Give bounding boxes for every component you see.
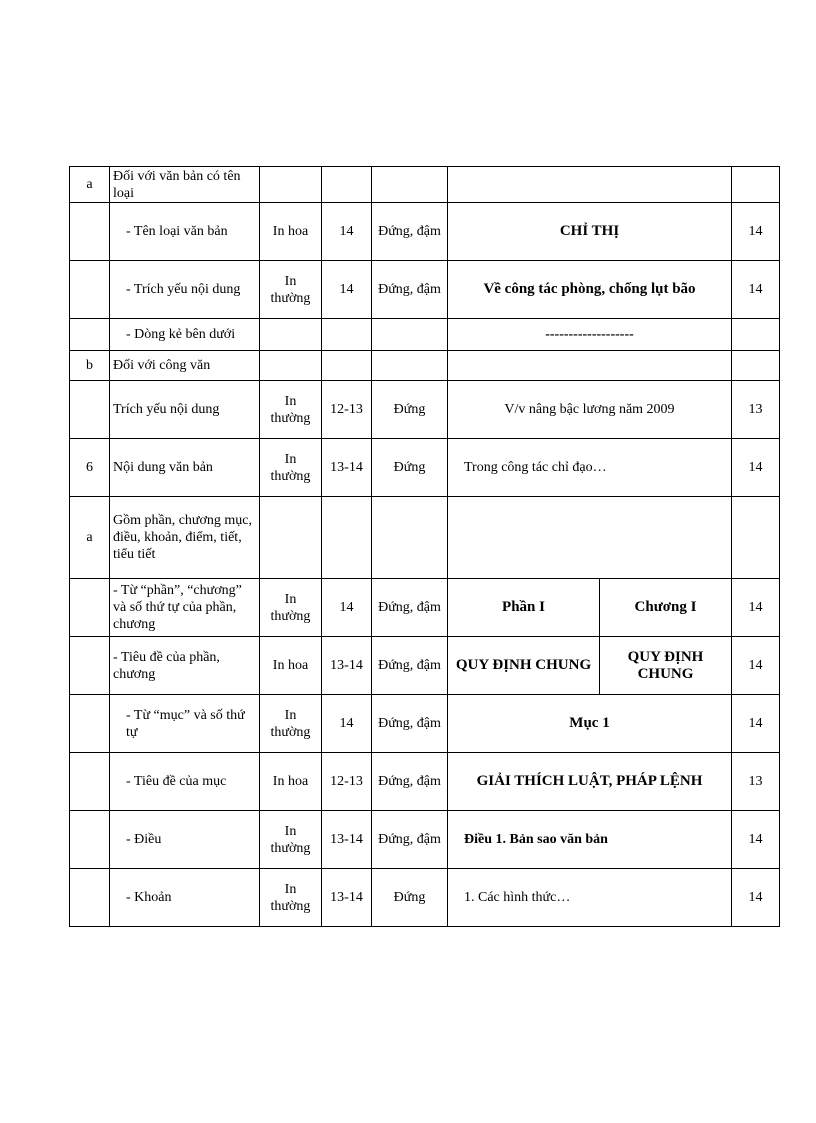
example-cell: Điều 1. Bản sao văn bản: [448, 811, 732, 869]
table-row: [70, 261, 780, 319]
table-row: [70, 695, 780, 753]
size-cell: [322, 497, 372, 579]
element-cell: - Dòng kẻ bên dưới: [110, 319, 260, 351]
size-cell: 14: [322, 261, 372, 319]
table-row: [70, 753, 780, 811]
example-cell: [448, 497, 732, 579]
element-cell: - Từ “mục” và số thứ tự: [110, 695, 260, 753]
element-cell: - Trích yếu nội dung: [110, 261, 260, 319]
size-cell: 14: [322, 579, 372, 637]
table-row: [70, 579, 780, 637]
style-cell: Đứng, đậm: [372, 637, 448, 695]
example-size-cell: 14: [732, 579, 780, 637]
stt-cell: [70, 695, 110, 753]
style-cell: Đứng, đậm: [372, 203, 448, 261]
case-cell: In thường: [260, 381, 322, 439]
style-cell: Đứng, đậm: [372, 695, 448, 753]
example-size-cell: [732, 497, 780, 579]
style-cell: [372, 319, 448, 351]
case-cell: In thường: [260, 695, 322, 753]
case-cell: In hoa: [260, 203, 322, 261]
stt-cell: [70, 203, 110, 261]
example-size-cell: 14: [732, 203, 780, 261]
example-size-cell: 13: [732, 753, 780, 811]
style-cell: Đứng, đậm: [372, 261, 448, 319]
style-cell: [372, 351, 448, 381]
case-cell: [260, 497, 322, 579]
example-cell-chapter: QUY ĐỊNH CHUNG: [600, 637, 732, 695]
style-cell: Đứng, đậm: [372, 753, 448, 811]
example-size-cell: [732, 319, 780, 351]
example-size-cell: 14: [732, 637, 780, 695]
case-cell: In thường: [260, 439, 322, 497]
element-cell: - Từ “phần”, “chương” và số thứ tự của phần, chương: [110, 579, 260, 637]
size-cell: 13-14: [322, 637, 372, 695]
table-row: [70, 167, 780, 203]
stt-cell: 6: [70, 439, 110, 497]
case-cell: In hoa: [260, 753, 322, 811]
element-cell: - Tiêu đề của mục: [110, 753, 260, 811]
size-cell: 12-13: [322, 753, 372, 811]
table-row: [70, 381, 780, 439]
example-size-cell: 14: [732, 261, 780, 319]
element-cell: - Tên loại văn bản: [110, 203, 260, 261]
size-cell: 14: [322, 203, 372, 261]
stt-cell: [70, 381, 110, 439]
style-cell: Đứng: [372, 869, 448, 927]
example-size-cell: 14: [732, 439, 780, 497]
example-size-cell: [732, 167, 780, 203]
case-cell: In thường: [260, 811, 322, 869]
case-cell: In thường: [260, 869, 322, 927]
example-cell-part: QUY ĐỊNH CHUNG: [448, 637, 600, 695]
stt-cell: [70, 261, 110, 319]
case-cell: In thường: [260, 261, 322, 319]
stt-cell: [70, 637, 110, 695]
format-table: [69, 166, 780, 927]
example-cell: 1. Các hình thức…: [448, 869, 732, 927]
case-cell: [260, 167, 322, 203]
stt-cell: [70, 753, 110, 811]
element-cell: Đối với công văn: [110, 351, 260, 381]
example-size-cell: [732, 351, 780, 381]
element-cell: Gồm phần, chương mục, điều, khoản, điểm, tiết, tiểu tiết: [110, 497, 260, 579]
stt-cell: [70, 579, 110, 637]
style-cell: Đứng: [372, 381, 448, 439]
table-row: [70, 351, 780, 381]
style-cell: Đứng, đậm: [372, 579, 448, 637]
stt-cell: a: [70, 497, 110, 579]
example-cell: GIẢI THÍCH LUẬT, PHÁP LỆNH: [448, 753, 732, 811]
example-cell: [448, 167, 732, 203]
stt-cell: a: [70, 167, 110, 203]
example-cell: CHỈ THỊ: [448, 203, 732, 261]
style-cell: [372, 167, 448, 203]
table-row: [70, 497, 780, 579]
style-cell: [372, 497, 448, 579]
example-size-cell: 14: [732, 695, 780, 753]
size-cell: 13-14: [322, 439, 372, 497]
size-cell: 14: [322, 695, 372, 753]
stt-cell: [70, 869, 110, 927]
case-cell: In thường: [260, 579, 322, 637]
size-cell: [322, 319, 372, 351]
element-cell: - Điều: [110, 811, 260, 869]
example-cell-part: Phần I: [448, 579, 600, 637]
case-cell: [260, 319, 322, 351]
example-cell: [448, 351, 732, 381]
table-row: [70, 811, 780, 869]
example-cell: Mục 1: [448, 695, 732, 753]
stt-cell: [70, 319, 110, 351]
example-cell: Trong công tác chỉ đạo…: [448, 439, 732, 497]
table-row: [70, 869, 780, 927]
table-row: [70, 319, 780, 351]
example-size-cell: 14: [732, 869, 780, 927]
example-cell: Về công tác phòng, chống lụt bão: [448, 261, 732, 319]
size-cell: [322, 167, 372, 203]
element-cell: - Tiêu đề của phần, chương: [110, 637, 260, 695]
example-cell: V/v nâng bậc lương năm 2009: [448, 381, 732, 439]
case-cell: [260, 351, 322, 381]
table-row: [70, 637, 780, 695]
size-cell: 13-14: [322, 811, 372, 869]
table-row: [70, 203, 780, 261]
example-cell-chapter: Chương I: [600, 579, 732, 637]
stt-cell: b: [70, 351, 110, 381]
table-row: [70, 439, 780, 497]
example-cell: -------------------: [448, 319, 732, 351]
example-size-cell: 13: [732, 381, 780, 439]
element-cell: - Khoản: [110, 869, 260, 927]
style-cell: Đứng, đậm: [372, 811, 448, 869]
style-cell: Đứng: [372, 439, 448, 497]
size-cell: 13-14: [322, 869, 372, 927]
example-size-cell: 14: [732, 811, 780, 869]
stt-cell: [70, 811, 110, 869]
case-cell: In hoa: [260, 637, 322, 695]
size-cell: [322, 351, 372, 381]
element-cell: Đối với văn bản có tên loại: [110, 167, 260, 203]
size-cell: 12-13: [322, 381, 372, 439]
element-cell: Nội dung văn bản: [110, 439, 260, 497]
element-cell: Trích yếu nội dung: [110, 381, 260, 439]
